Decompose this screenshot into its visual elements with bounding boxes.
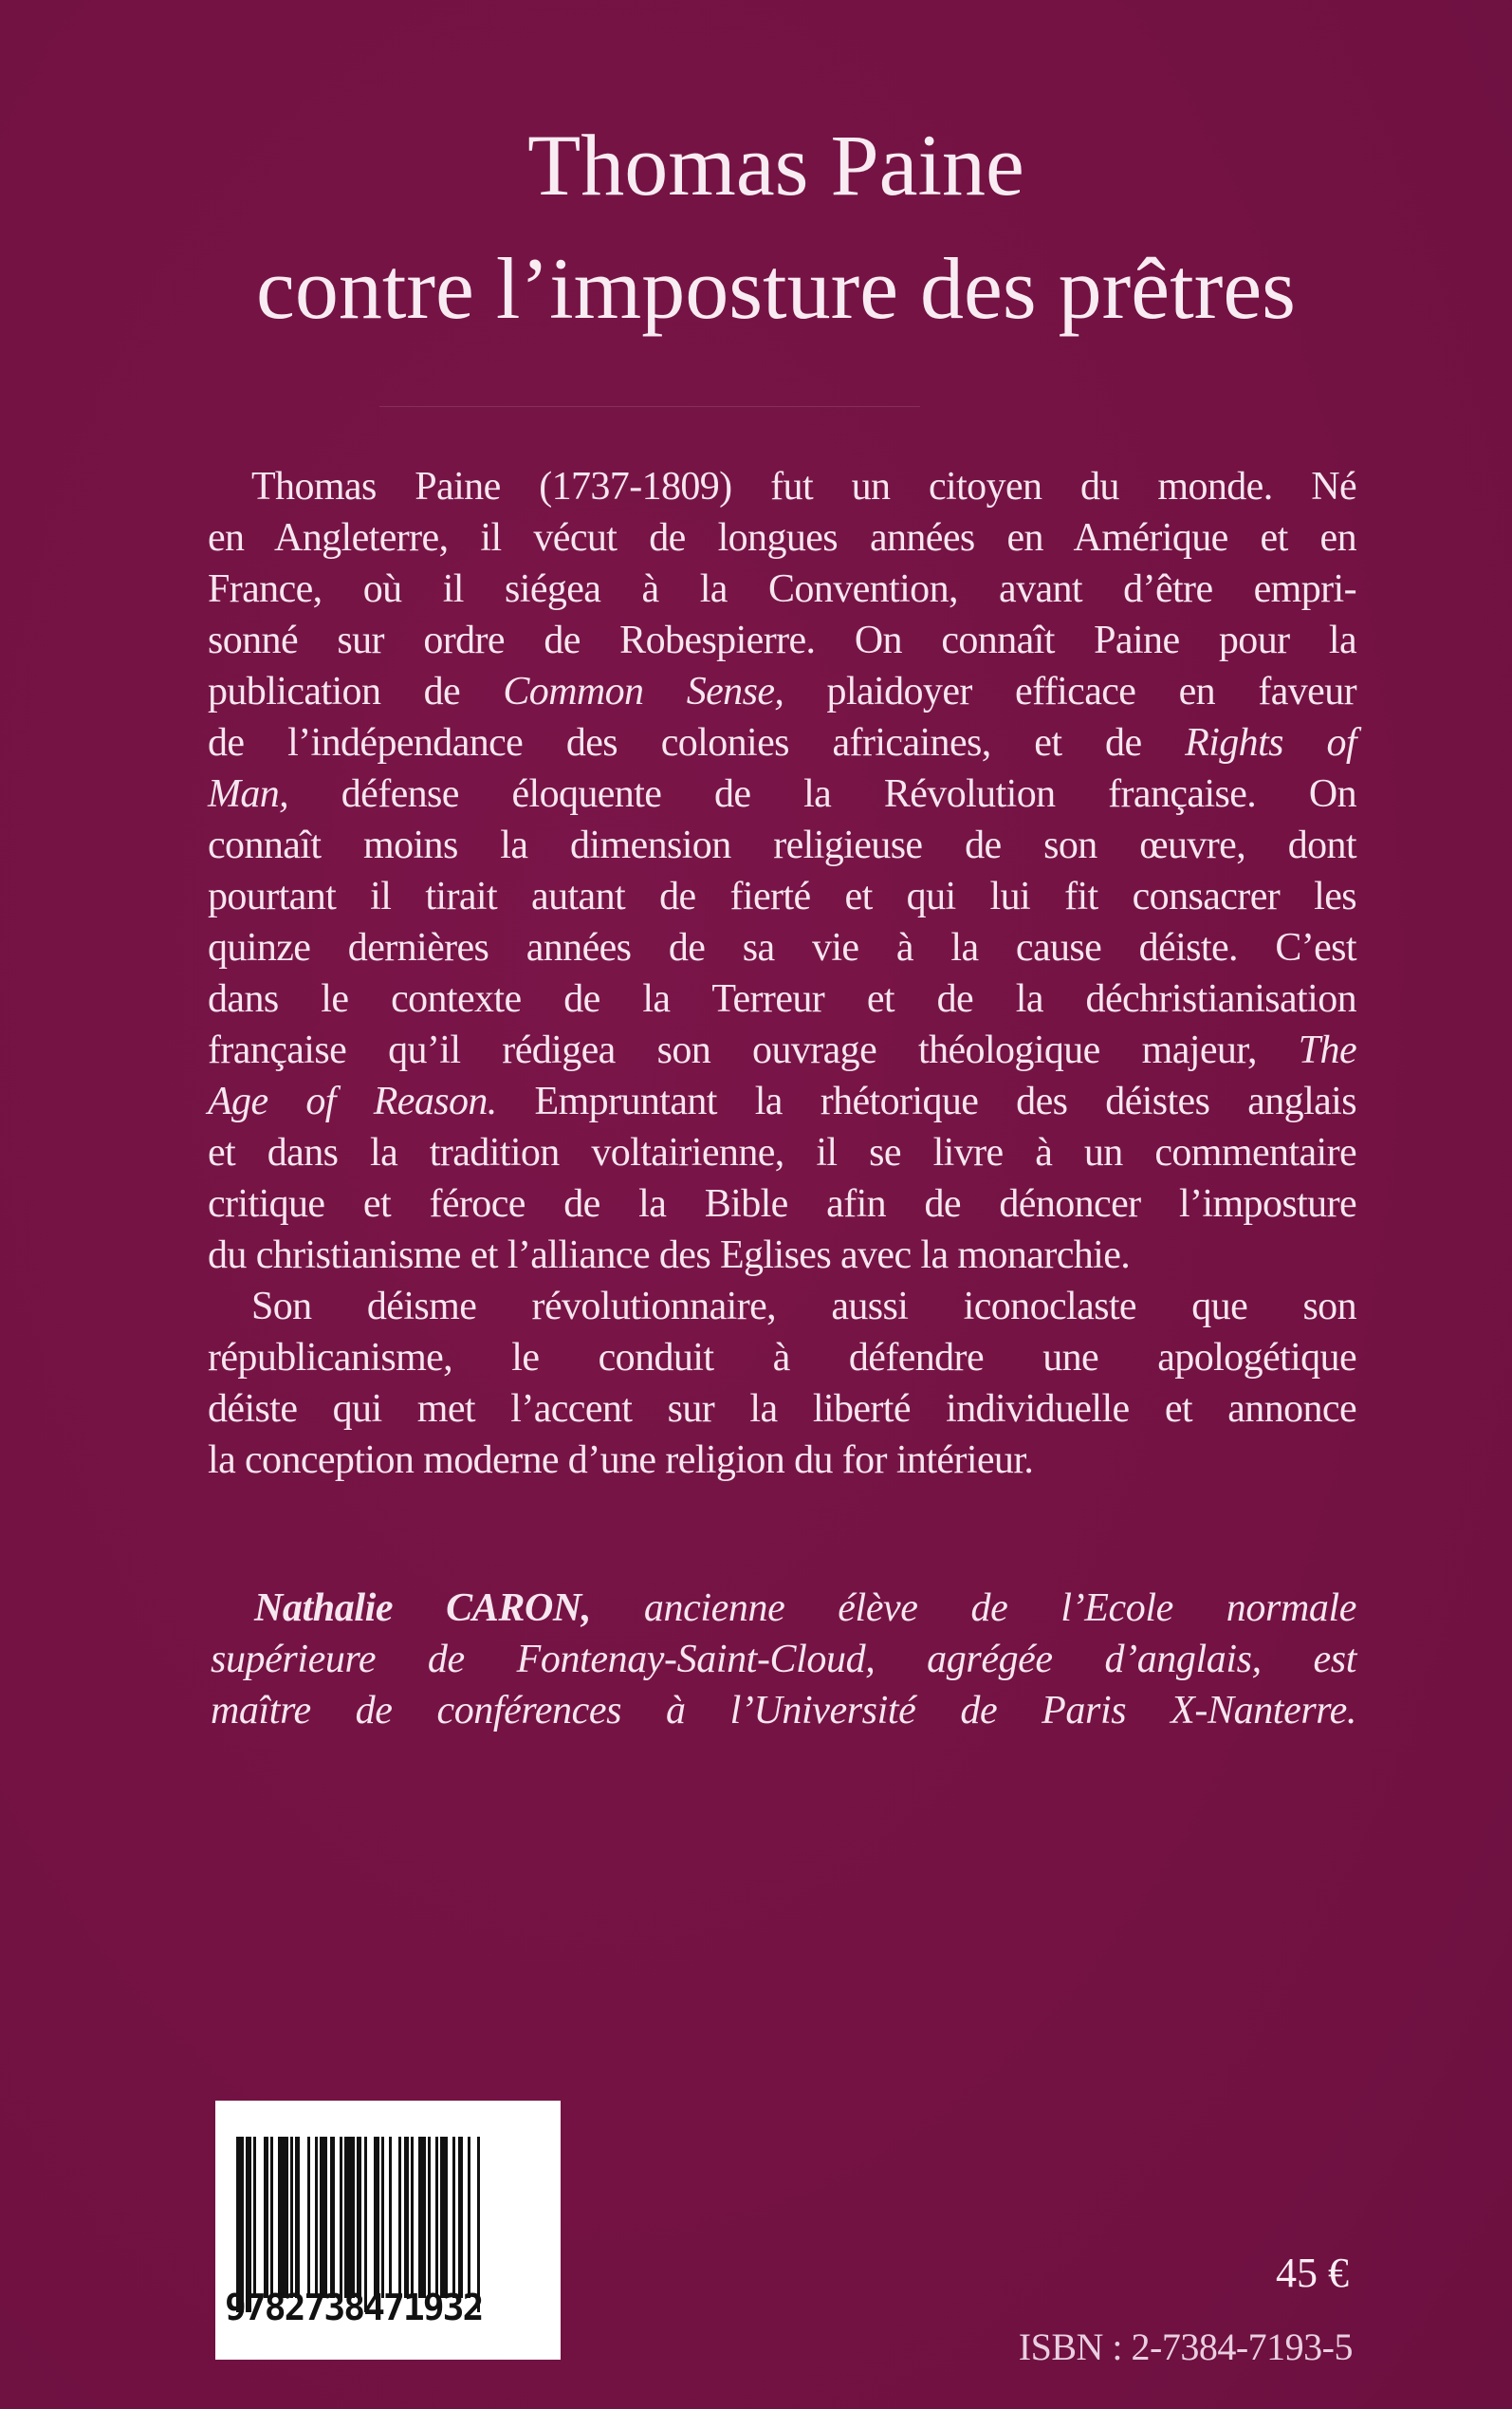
author-bio-line: Nathalie CARON, ancienne élève de l’Ecole normale	[254, 1586, 1356, 1630]
book-title-line-1: Thomas Paine	[527, 117, 1024, 213]
blurb-line: pourtant il tirait autant de fierté et qui lui fit consacrer les	[208, 875, 1356, 918]
text: publication de	[208, 670, 504, 713]
blurb-line: du christianisme et l’alliance des Eglises avec la monarchie.	[208, 1233, 1131, 1277]
blurb-line	[208, 769, 1356, 820]
blurb-line: quinze dernières années de sa vie à la cause déiste. C’est	[208, 926, 1356, 970]
blurb-line: Son déisme révolutionnaire, aussi iconoclaste que son	[251, 1285, 1356, 1328]
barcode-bar	[344, 2137, 354, 2298]
blurb-line: déiste qui met l’accent sur la liberté individuelle et annonce	[208, 1387, 1356, 1431]
barcode-bar	[440, 2137, 448, 2298]
text: défense éloquente de la Révolution française. On	[288, 772, 1356, 816]
barcode-bar	[256, 2137, 264, 2298]
author-bio-line: maître de conférences à l’Université de Paris X-Nanterre.	[211, 1689, 1356, 1733]
blurb-text	[208, 461, 1356, 1486]
blurb-line: sonné sur ordre de Robespierre. On connaît Paine pour la	[208, 619, 1356, 662]
barcode-bar	[320, 2137, 327, 2298]
blurb-line	[208, 1025, 1356, 1076]
barcode-bar	[418, 2137, 426, 2298]
author-bio	[211, 1583, 1356, 1736]
barcode-bar	[278, 2137, 287, 2298]
author-bio-line: supérieure de Fontenay-Saint-Cloud, agrégée d’anglais, est	[211, 1638, 1356, 1681]
isbn: ISBN : 2-7384-7193-5	[1018, 2326, 1353, 2368]
blurb-line	[208, 1076, 1356, 1127]
blurb-line: Thomas Paine (1737-1809) fut un citoyen du monde. Né	[251, 465, 1356, 509]
author-name: Nathalie CARON,	[254, 1586, 591, 1630]
book-title-italic: Common Sense,	[503, 670, 784, 713]
blurb-line: en Angleterre, il vécut de longues années en Amérique et en	[208, 516, 1356, 560]
book-title-line-2: contre l’imposture des prêtres	[256, 240, 1296, 337]
text: Empruntant la rhétorique des déistes anglais	[496, 1080, 1356, 1123]
text: de l’indépendance des colonies africaines, et de	[208, 721, 1186, 765]
text: plaidoyer efficace en faveur	[784, 670, 1356, 713]
blurb-line	[208, 666, 1356, 717]
barcode-digits: 9782738471932	[225, 2287, 483, 2328]
barcode	[215, 2101, 561, 2360]
book-title-italic: Man,	[208, 772, 289, 816]
book-title-italic: Rights of	[1185, 721, 1356, 765]
blurb-line: connaît moins la dimension religieuse de son œuvre, dont	[208, 824, 1356, 867]
barcode-bar	[392, 2137, 399, 2298]
blurb-line: critique et féroce de la Bible afin de dénoncer l’imposture	[208, 1182, 1356, 1226]
text: française qu’il rédigea son ouvrage théologique majeur,	[208, 1028, 1299, 1072]
divider	[379, 406, 920, 407]
price: 45 €	[1276, 2250, 1349, 2296]
blurb-line: républicanisme, le conduit à défendre une apologétique	[208, 1336, 1356, 1380]
blurb-line: et dans la tradition voltairienne, il se livre à un commentaire	[208, 1131, 1356, 1175]
book-title-italic: The	[1298, 1028, 1356, 1072]
blurb-line	[208, 717, 1356, 769]
blurb-line: France, où il siégea à la Convention, avant d’être empri-	[208, 567, 1356, 611]
barcode-bar	[300, 2137, 307, 2298]
blurb-line: dans le contexte de la Terreur et de la déchristianisation	[208, 977, 1356, 1021]
blurb-line: la conception moderne d’une religion du for intérieur.	[208, 1438, 1034, 1482]
book-title-italic: Age of Reason.	[208, 1080, 497, 1123]
